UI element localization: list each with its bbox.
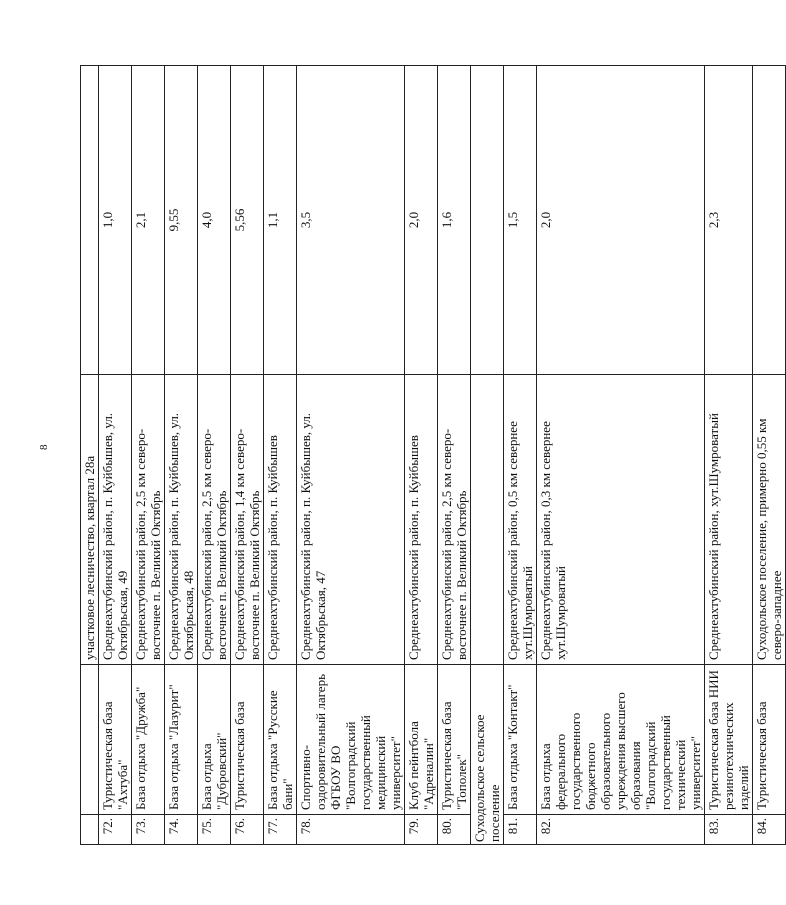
- facility-name: База отдыха "Русские бани": [264, 665, 297, 815]
- section-title: Суходольское сельское поселение: [471, 665, 504, 845]
- facility-address: Среднеахтубинский район, 2,5 км северо-восточнее п. Великий Октябрь: [132, 375, 165, 665]
- facility-name: Спортивно-оздоровительный лагерь ФГБОУ ВО "Волгоградский государственный медицинский университет": [297, 665, 405, 815]
- facility-name: [81, 665, 99, 815]
- facility-area: 2,1: [132, 66, 165, 375]
- facility-address: Суходольское поселение, примерно 0,55 км северо-западнее: [753, 375, 786, 665]
- facility-address: Среднеахтубинский район, п. Куйбышев, ул. Октябрьская, 49: [99, 375, 132, 665]
- facility-address: участковое лесничество, квартал 28а: [81, 375, 99, 665]
- facility-area: 2,0: [537, 66, 705, 375]
- facility-name: База отдыха "Дубровский": [198, 665, 231, 815]
- table-row: [198, 66, 231, 845]
- row-number: 74.: [165, 815, 198, 845]
- facility-address: Среднеахтубинский район, 2,5 км северо-восточнее п. Великий Октябрь: [198, 375, 231, 665]
- facility-address: Среднеахтубинский район, хут.Шумроватый: [705, 375, 753, 665]
- facility-address: Среднеахтубинский район, п. Куйбышев, ул. Октябрьская, 47: [297, 375, 405, 665]
- table-row: [297, 66, 405, 845]
- facility-name: База отдыха федерального государственного бюджетного образовательного учреждения высшего образования "Волгоградский государственный технический университет": [537, 665, 705, 815]
- facility-name: База отдыха "Дружба": [132, 665, 165, 815]
- facility-area: 1,1: [264, 66, 297, 375]
- facility-area: 1,6: [438, 66, 471, 375]
- row-number: 76.: [231, 815, 264, 845]
- row-number: 81.: [504, 815, 537, 845]
- facility-address: Среднеахтубинский район, п. Куйбышев, ул. Октябрьская, 48: [165, 375, 198, 665]
- table-row: [405, 66, 438, 845]
- facility-name: Туристическая база: [753, 665, 786, 815]
- section-header-row: [471, 66, 504, 845]
- facility-area: 3,5: [297, 66, 405, 375]
- row-number: 83.: [705, 815, 753, 845]
- facility-name: Туристическая база "Тополек": [438, 665, 471, 815]
- row-number: 84.: [753, 815, 786, 845]
- table-row: [438, 66, 471, 845]
- facility-address: Среднеахтубинский район, 1,4 км северо-восточнее п. Великий Октябрь: [231, 375, 264, 665]
- facility-address: Среднеахтубинский район, п. Куйбышев: [264, 375, 297, 665]
- facility-area: 9,55: [165, 66, 198, 375]
- facility-name: База отдыха "Лазурит": [165, 665, 198, 815]
- row-number: 78.: [297, 815, 405, 845]
- table-row: [132, 66, 165, 845]
- table-row: [537, 66, 705, 845]
- table-row: [264, 66, 297, 845]
- table-row: [705, 66, 753, 845]
- facility-area: [753, 66, 786, 375]
- facility-area: 4,0: [198, 66, 231, 375]
- facility-name: Клуб пейнтбола "Адреналин": [405, 665, 438, 815]
- facility-area: 2,3: [705, 66, 753, 375]
- table-row: [99, 66, 132, 845]
- row-number: 72.: [99, 815, 132, 845]
- facility-area: 5,56: [231, 66, 264, 375]
- facility-address: Среднеахтубинский район, п. Куйбышев: [405, 375, 438, 665]
- facilities-table: [80, 65, 786, 845]
- table-row: [165, 66, 198, 845]
- row-number: 77.: [264, 815, 297, 845]
- facility-address: Среднеахтубинский район, 0,5 км севернее хут.Шумроватый: [504, 375, 537, 665]
- facilities-table-rotated: [80, 65, 784, 845]
- facility-address: Среднеахтубинский район, 0,3 км севернее хут.Шумроватый: [537, 375, 705, 665]
- table-row-continuation: [81, 66, 99, 845]
- facility-address: Среднеахтубинский район, 2,5 км северо-восточнее п. Великий Октябрь: [438, 375, 471, 665]
- row-number: 73.: [132, 815, 165, 845]
- table-row: [231, 66, 264, 845]
- facility-area: [81, 66, 99, 375]
- row-number: 79.: [405, 815, 438, 845]
- facility-name: База отдыха "Контакт": [504, 665, 537, 815]
- section-value-empty: [471, 66, 504, 375]
- section-address-empty: [471, 375, 504, 665]
- facility-name: Туристическая база "Ахтуба": [99, 665, 132, 815]
- facility-area: 1,0: [99, 66, 132, 375]
- row-number: 82.: [537, 815, 705, 845]
- table-row: [753, 66, 786, 845]
- facility-name: Туристическая база: [231, 665, 264, 815]
- row-number: 80.: [438, 815, 471, 845]
- row-number: 75.: [198, 815, 231, 845]
- facility-area: 1,5: [504, 66, 537, 375]
- row-number: [81, 815, 99, 845]
- page-number: 8: [38, 444, 50, 450]
- table-row: [504, 66, 537, 845]
- facility-name: Туристическая база НИИ резинотехнических изделий: [705, 665, 753, 815]
- facility-area: 2,0: [405, 66, 438, 375]
